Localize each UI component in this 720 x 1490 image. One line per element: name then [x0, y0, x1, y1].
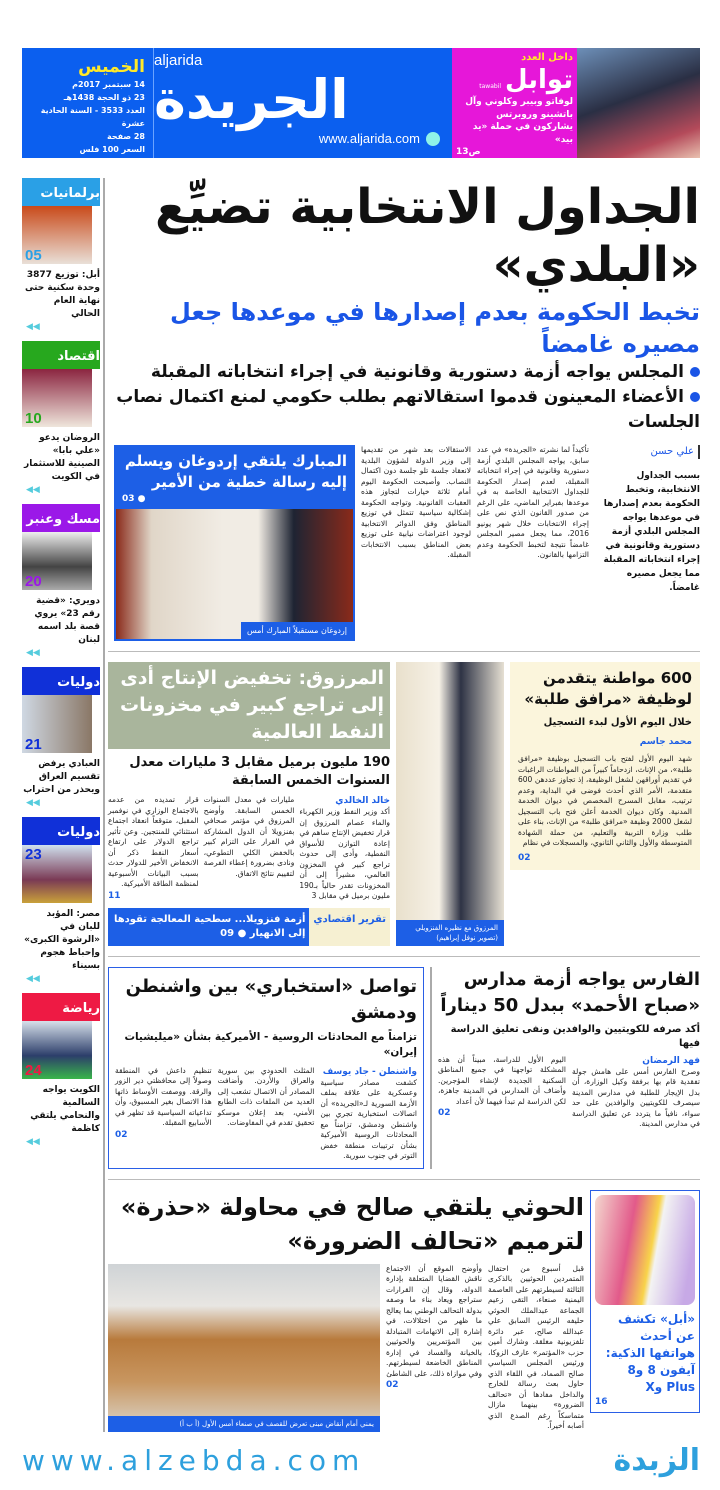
- oil-subhead: 190 مليون برميل مقابل 3 مليارات معدل السنوات الخمس السابقة: [129, 755, 390, 788]
- issue-day: الخميس: [78, 57, 145, 77]
- houthi-photo: [108, 1264, 380, 1432]
- erdogan-photo: [116, 509, 353, 639]
- issue-number: العدد 3533 - السنة الحادية عشرة: [40, 106, 145, 128]
- page-number: 24: [25, 1062, 42, 1079]
- section-photo: [22, 695, 92, 753]
- section-teaser: الكويت يواجه السالمية والنحامي يلتقي كاظمة: [30, 1085, 100, 1134]
- section-teaser: أبل: توزيع 3877 وحدة سكنية حتى نهاية العام الحالي: [24, 270, 100, 319]
- apple-headline: «أبل» تكشف عن أحدث هواتفها الذكية: آيفون 8 و8 Plus وX: [605, 1311, 695, 1394]
- sidebar-section[interactable]: [22, 341, 100, 496]
- photo-caption: إردوغان مستقبلاً المبارك أمس: [241, 622, 353, 639]
- supplement-promo[interactable]: [452, 48, 577, 158]
- sidebar-divider: [103, 178, 105, 1432]
- section-header: مسك وعنبر: [22, 504, 100, 532]
- sidebar-section[interactable]: [22, 817, 100, 985]
- page-ref: 16: [595, 1396, 608, 1407]
- page-number: 03: [122, 494, 135, 504]
- fares-subhead: أكد صرفه للكويتيين والوافدين ونفى تعليق الدراسة فيها: [450, 1023, 700, 1049]
- houthi-body-col: قبل أسبوع من احتفال المتمردين الحوثيين بالذكرى الثالثة لسيطرتهم على العاصمة اليمنية صنعاء، التقى زعيم الجماعة عبدالملك الحوثي حليفه الرئيس السابق علي عبدالله صالح، عبر دائرة تلفزيونية مغلقة. وشارك أمين حزب «المؤتمر» عارف الزوكا، ورئيس المجلس السياسي صالح الصماد، في اللقاء الذي حاول بعث رسالة للخارج والداخل مفادها أن «تحالف الضرورة» بينهما مازال متماسكاً رغم الصدع الذي أصابه أخيراً.: [488, 1263, 584, 1430]
- oil-body-col: قرار تمديده من عدمه بالاجتماع الوزاري في نوفمبر المقبل، متوقعاً انعقاد اجتماع استثنائي للمنتجين. وعن تأثير تراجع الدولار على ارتفاع أسعار النفط ذكر أن الانخفاض الأخير للدولار حدث بسبب البيانات الأسبوعية لمنظمة الطاقة الأميركية.: [107, 795, 199, 888]
- lead-summary-text: بسبب الجداول الانتخابية، وتخبط الحكومة بعدم إصدارها في موعدها يواجه المجلس البلدي أزمة دستورية وقانونية في إجراء انتخاباته المقبلة مما يجعل مصيره غامضاً.: [603, 471, 700, 593]
- website-url[interactable]: www.aljarida.com: [318, 131, 420, 146]
- washington-body-col: تنظيم داعش في المنطقة وصولاً إلى محافظتي دير الزور والرقة. ووصفت الأوساط ذاتها هذا الاتصال بغير المسبوق، وأن تداعياته السياسية قد تظهر في الأسابيع المقبلة.: [114, 1065, 212, 1127]
- footer-url[interactable]: www.alzebda.com: [22, 1443, 366, 1477]
- more-arrows-icon[interactable]: ◀◀: [26, 798, 40, 808]
- page-number: 21: [25, 736, 42, 753]
- oil-row: [108, 662, 700, 946]
- masthead: [22, 48, 700, 158]
- lead-body-col: تأكيداً لما نشرته «الجريدة» في عدد سابق، يواجه المجلس البلدي أزمة دستورية وقانونية في إجراء انتخاباته المقبلة، لعدم إصدار الحكومة للجداول الانتخابية الخاصة به في موعدها بفبراير الماضي، على الرغم من صدور القانون الذي نص على إجراء الانتخابات خلال شهر يونيو 2016، مما يجعل مصير المجلس غامضاً نتيجة لتخبط الحكومة وعدم التزامها بالقانون.: [477, 445, 589, 559]
- economic-report-bar[interactable]: [108, 908, 390, 946]
- issue-info: [22, 48, 154, 158]
- main-column: [108, 178, 700, 1432]
- section-teaser: الروضان يدعو «علي بابا» الصينية للاستثمار في الكويت: [24, 433, 100, 482]
- section-photo: [22, 1021, 92, 1079]
- section-photo: [22, 845, 92, 903]
- washington-story[interactable]: [108, 967, 424, 1169]
- more-arrows-icon[interactable]: ◀◀: [26, 974, 40, 984]
- page-ref: 11: [107, 890, 121, 901]
- politics-row: [108, 967, 700, 1169]
- houthi-story[interactable]: [108, 1190, 584, 1432]
- washington-body-col: المثلث الحدودي بين سورية والعراق والأردن. وأضافت المصادر أن الاتصال تشعب إلى العديد من الملفات ذات الطابع الأمني، بعد إعلان موسكو تحقيق تقدم في المفاوضات.: [217, 1065, 315, 1127]
- promo-singer-photo: [577, 48, 700, 158]
- report-title: أزمة فنزويلا... سطحية المعالجة تقودها إلى الانهيار ● 09: [108, 908, 309, 946]
- section-teaser: العبادي يرفض تقسيم العراق ويحذر من احتراب: [23, 759, 100, 795]
- price: السعر 100 فلس: [79, 145, 145, 154]
- fares-author: فهد الرمضان: [642, 1055, 700, 1066]
- lead-bullet: [108, 360, 700, 385]
- erdogan-story[interactable]: [114, 445, 355, 641]
- photo-caption: يمني أمام أنقاض مبنى تعرض للقصف في صنعاء أمس الأول (أ ب أ): [108, 1416, 380, 1432]
- logo-latin: aljarida: [154, 52, 203, 69]
- more-arrows-icon[interactable]: ◀◀: [26, 1137, 40, 1147]
- logo-area: [154, 48, 452, 158]
- houthi-headline: الحوثي يلتقي صالح في محاولة «حذرة» لترميم «تحالف الضرورة»: [120, 1192, 584, 1255]
- page-ref: 02: [114, 1129, 128, 1140]
- apple-story[interactable]: [590, 1190, 700, 1413]
- washington-headline: تواصل «استخباري» بين واشنطن ودمشق: [125, 975, 417, 1023]
- photo-caption: المرزوق مع نظيره الفنزويلي (تصوير نوفل إبراهيم): [396, 920, 504, 946]
- sidebar: [22, 178, 100, 1148]
- fares-story[interactable]: [438, 967, 700, 1130]
- bullet-icon: [690, 367, 700, 377]
- fares-headline: الفارس يواجه أزمة مدارس «صباح الأحمد» ببدل 50 ديناراً: [440, 968, 700, 1016]
- supplement-promo-text: لوفاتو وبيبر وكلوني وآل باتشينو وروبرتس يشاركون في حملة «يد بيد»: [465, 97, 573, 145]
- oil-photo: [396, 662, 504, 946]
- oil-headline: المرزوق: تخفيض الإنتاج أدى إلى تراجع كبير في مخزونات النفط العالمية: [108, 662, 390, 749]
- newspaper-logo: الجريدة: [154, 68, 349, 131]
- erdogan-headline-text: المبارك يلتقي إردوغان ويسلم إليه رسالة خطية من الأمير: [124, 452, 347, 491]
- section-photo: [22, 369, 92, 427]
- footer-logo: الزبدة: [613, 1442, 700, 1478]
- jobs-headline: 600 مواطنة يتقدمن لوظيفة «مرافق طلبة»: [524, 669, 692, 708]
- page-ref: 02: [518, 852, 531, 863]
- lead-author: علي حسن: [595, 445, 700, 459]
- oil-story[interactable]: [108, 662, 390, 946]
- lead-bullet: [108, 385, 700, 435]
- date-hijri: 23 ذو الحجة 1438هـ: [63, 93, 145, 102]
- houthi-row: [108, 1190, 700, 1432]
- main-headline[interactable]: الجداول الانتخابية تضيِّع «البلدي»: [154, 179, 700, 293]
- section-divider: [108, 956, 700, 957]
- sidebar-section[interactable]: [22, 178, 100, 333]
- fares-body-col: اليوم الأول للدراسة، مبيناً أن هذه المشكلة تواجهنا في جميع المناطق السكنية الجديدة لإنشاء المؤجرين. وأضاف أن المدارس في المدينة جاهزة، لكن الدراسة لم تبدأ فيهما لأن أعداد: [438, 1054, 566, 1106]
- section-teaser: دويري: «قضية رقم 23» يروي قصة بلد اسمه لبنان: [34, 596, 100, 645]
- inside-label: داخل العدد: [521, 52, 573, 63]
- page-number: 23: [25, 846, 42, 863]
- oil-author: خالد الخالدي: [335, 796, 390, 806]
- sidebar-section[interactable]: [22, 667, 100, 809]
- supplement-latin: tawabil: [479, 83, 502, 90]
- lead-row: [108, 445, 700, 641]
- content-area: [22, 178, 700, 1432]
- page-count: 28 صفحة: [106, 132, 145, 141]
- jobs-body: شهد اليوم الأول لفتح باب التسجيل بوظيفة «مرافق طلبة»، من الإناث، ازدحاماً كبيراً من المواطنات الراغبات في تقديم أوراقهن لشغل الوظيفة، إذ تجاوز عددهن 600 متقدمة، الأمر الذي أحدث فوضى في البداية، وعدم ترتيب، مقابل المسرح المخصص في ديوان الخدمة المدنية. وكان ديوان الخدمة أعلن فتح باب التسجيل لشغل 2000 وظيفة «مرافق طلبة» من الإناث، بناء على طلب وزارة التربية والتعليم، من حملة الشهادة المتوسطة والأول والثاني الثانوي، والمسجلات في نظام: [518, 754, 692, 847]
- bullet-icon: [690, 392, 700, 402]
- supplement-title: توابل: [505, 65, 573, 95]
- sidebar-section[interactable]: [22, 993, 100, 1148]
- oil-body-col: أكد وزير النفط وزير الكهرباء والماء عصام المرزوق إن قرار تخفيض الإنتاج ساهم في إعادة التوازن للأسواق النفطية، وأدى إلى حدوث تراجع كبير في المخزون العالمي، مشيراً إلى أن المخزونات تقدر حالياً بـ190 مليون برميل في مقابل 3: [299, 807, 390, 900]
- section-divider: [108, 651, 700, 652]
- lead-body-col: الاستقالات بعد شهر من تقديمها إلى وزير الدولة لشؤون البلدية لانعقاد جلسة تلو جلسة دون اكتمال النصاب. وأصبحت الحكومة اليوم أمام ثلاثة خيارات لتجاوز هذه العقبات القانونية. وتواجه الحكومة إشكالية سياسية تتمثل في توزيع المناطق وفق الدوائر الانتخابية لوجود اعتراضات نيابية على توزيع بعض المناطق بسبب الانتخابات المقبلة.: [361, 445, 471, 559]
- erdogan-headline: [116, 447, 353, 509]
- section-teaser: مصر: المؤبد للبان في «الرشوة الكبرى» وإحباط هجوم بسيناء: [24, 909, 100, 971]
- page-number: 09: [220, 927, 235, 939]
- page-number: 10: [25, 410, 42, 427]
- section-header: اقتصاد: [22, 341, 100, 369]
- page-ref: 02: [386, 1380, 399, 1390]
- houthi-body-col: وأوضح الموقع أن الاجتماع ناقش القضايا المتعلقة بإدارة الدولة، وقال إن القرارات ستراجع ويعاد بناء ما وصفه بدولة التحالف الوطني بما يعالج ما ظهر من اختلالات، في إشارة إلى الاتهامات المتبادلة بين المؤتمريين والحوثيين بالخيانة والفساد في إدارة المناطق الخاضعة لسيطرتهم. وفي موازاة ذلك، على الشاطئ: [386, 1263, 482, 1378]
- more-arrows-icon[interactable]: ◀◀: [26, 485, 40, 495]
- washington-subhead: تزامناً مع المحادثات الروسية - الأميركية بشأن «ميليشيات إيران»: [124, 1030, 417, 1058]
- page-number: 20: [25, 573, 42, 590]
- lead-summary: [595, 445, 700, 595]
- washington-author: واشنطن - جاد يوسف: [322, 1066, 417, 1077]
- fares-body-col: وصرح الفارس أمس على هامش جولة تفقدية قام بها برفقة وكيل الوزارة، أن بدل الإيجار للطلبة في مدارس المدينة سيصرف للكويتيين والوافدين على حد سواء، نافياً ما يتردد عن تعليق الدراسة في مدارس المدينة.: [572, 1066, 700, 1128]
- iphone-image: [595, 1195, 695, 1305]
- footer: [22, 1442, 700, 1480]
- jobs-author: محمد جاسم: [639, 737, 692, 747]
- section-header: برلمانيات: [22, 178, 100, 206]
- washington-body-col: كشفت مصادر سياسية وعسكرية على علاقة بملف الأزمة السورية لـ«الجريدة» أن اتصالات استخبارية تجري بين واشنطن ودمشق، تزامناً مع المحادثات الروسية الأميركية بشأن ترتيبات منطقة خفض التوتر في جنوب سورية.: [320, 1077, 417, 1160]
- jobs-subhead: خلال اليوم الأول لبدء التسجيل: [543, 717, 692, 728]
- jobs-story[interactable]: [510, 662, 700, 870]
- promo-page: ص13: [456, 147, 481, 157]
- column-divider: [430, 967, 432, 1169]
- section-header: دوليات: [22, 667, 100, 695]
- section-header: دوليات: [22, 817, 100, 845]
- page-ref: 02: [438, 1108, 451, 1118]
- report-title-text: أزمة فنزويلا... سطحية المعالجة تقودها إلى الانهيار: [113, 913, 306, 939]
- section-photo: [22, 532, 92, 590]
- sidebar-section[interactable]: [22, 504, 100, 659]
- report-label: تقرير اقتصادي: [309, 908, 390, 946]
- section-divider: [108, 1179, 700, 1180]
- url-row: [309, 131, 440, 146]
- masthead-banner: [22, 48, 452, 158]
- more-arrows-icon[interactable]: ◀◀: [26, 648, 40, 658]
- oil-body-col: مليارات في معدل السنوات الخمس السابقة. وأوضح المرزوق في مؤتمر صحافي بفنزويلا أن الدول المشاركة في القرار على التزام كبير بالخفض الكلي التطوعي، ونادى بضرورة إعطاء الفرصة لتقييم نتائج الاتفاق.: [203, 795, 295, 878]
- section-header: رياضة: [22, 993, 100, 1021]
- date-gregorian: 14 سبتمبر 2017م: [72, 80, 145, 89]
- more-arrows-icon[interactable]: ◀◀: [26, 322, 40, 332]
- page-number: 05: [25, 247, 42, 264]
- main-subhead: تخبط الحكومة بعدم إصدارها في موعدها جعل مصيره غامضاً: [170, 298, 700, 358]
- logo-dot-icon: [426, 132, 440, 146]
- page-ref: ● 03: [122, 494, 146, 504]
- section-photo: [22, 206, 92, 264]
- bullet-text: الأعضاء المعينون قدموا استقالاتهم بطلب حكومي لمنع اكتمال نصاب الجلسات: [116, 387, 700, 432]
- bullet-text: المجلس يواجه أزمة دستورية وقانونية في إجراء انتخاباته المقبلة: [150, 362, 684, 382]
